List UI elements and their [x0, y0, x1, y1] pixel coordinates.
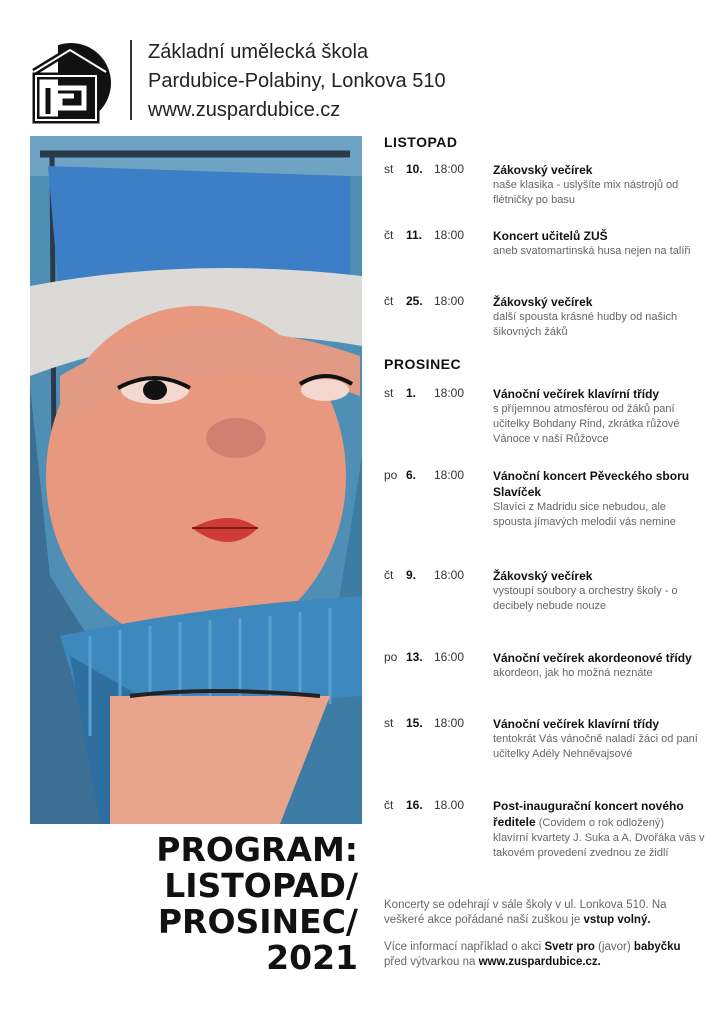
more-info-text-a: Více informací například o akci [384, 941, 545, 953]
event-description: aneb svatomartinská husa nejen na talíři [493, 245, 691, 257]
event-description: klavírní kvartety J. Suka a A. Dvořáka vás v takovém provedení zvednou ze židlí [493, 832, 705, 859]
event-title-note: (Covidem o rok odložený) [535, 817, 665, 829]
event-title: Zákovský večírek [493, 163, 593, 177]
program-title [156, 832, 358, 976]
event-time: 16:00 [434, 650, 465, 664]
event-description: vystoupí soubory a orchestry školy - o decibely nebude nouze [493, 585, 678, 612]
event-day: po [384, 468, 398, 482]
event-title: Vánoční koncert Pěveckého sboru Slavíček [493, 469, 690, 499]
event-date: 25. [406, 294, 423, 308]
more-info-note [384, 940, 704, 970]
event-day: st [384, 716, 394, 730]
child-portrait-painting [30, 136, 362, 824]
more-info-bold-1: Svetr pro [544, 941, 595, 953]
event-description: Slavíci z Madridu sice nebudou, ale spousta jímavých melodií vás nemine [493, 501, 676, 528]
event-time: 18:00 [434, 468, 465, 482]
school-name-line2: Pardubice-Polabiny, Lonkova 510 [148, 70, 446, 92]
event-date: 11. [406, 228, 423, 242]
more-info-text-c: před výtvarkou na [384, 956, 479, 968]
more-info-text-b: (javor) [594, 941, 634, 953]
event-time: 18:00 [434, 716, 465, 730]
event-day: čt [384, 568, 394, 582]
school-name-line1: Základní umělecká škola [148, 41, 369, 63]
venue-note-text: Koncerty se odehrají v sále školy v ul. Lonkova 510. Na veškeré akce pořádané naší zuškou je [384, 899, 667, 926]
event-title: Vánoční večírek klavírní třídy [493, 387, 660, 401]
more-info-bold-2: babyčku [633, 941, 681, 953]
program-title-line1: PROGRAM: [156, 830, 358, 869]
free-entry-text: vstup volný. [583, 914, 651, 926]
school-website[interactable]: www.zuspardubice.cz [148, 99, 341, 121]
school-logo-icon [30, 42, 112, 124]
event-date: 15. [406, 716, 423, 730]
more-info-website-link[interactable]: www.zuspardubice.cz. [478, 956, 601, 968]
event-description: s příjemnou atmosférou od žáků paní učitelky Bohdany Rind, zkrátka růžové Vánoce v naší Růžovce [493, 403, 680, 445]
event-description: další spousta krásné hudby od našich šikovných žáků [493, 311, 678, 338]
event-title [493, 798, 705, 831]
event-day: st [384, 162, 394, 176]
event-day: čt [384, 294, 394, 308]
program-title-line3: PROSINEC/ [157, 902, 358, 941]
event-date: 16. [406, 798, 423, 812]
event-title: Vánoční večírek klavírní třídy [493, 717, 660, 731]
program-title-line4: 2021 [266, 938, 358, 977]
venue-note [384, 898, 704, 928]
school-header [148, 38, 446, 125]
event-time: 18:00 [434, 294, 465, 308]
event-description: naše klasika - uslyšíte mix nástrojů od flétničky po basu [493, 179, 679, 206]
event-day: čt [384, 228, 394, 242]
event-title: Žákovský večírek [493, 569, 593, 583]
event-date: 1. [406, 386, 417, 400]
event-title-main: Post-inaugurační koncert nového ředitele [493, 799, 684, 829]
month-heading-december: PROSINEC [384, 356, 462, 372]
event-title: Žákovský večírek [493, 295, 593, 309]
event-time: 18.00 [434, 798, 465, 812]
program-title-line2: LISTOPAD/ [164, 866, 358, 905]
event-time: 18:00 [434, 568, 465, 582]
event-day: po [384, 650, 398, 664]
event-description: akordeon, jak ho možná neznáte [493, 667, 653, 679]
event-description: tentokrát Vás vánočně naladí žáci od paní učitelky Adély Nehněvajsové [493, 733, 698, 760]
event-date: 9. [406, 568, 417, 582]
event-day: čt [384, 798, 394, 812]
event-title: Koncert učitelů ZUŠ [493, 229, 608, 243]
event-day: st [384, 386, 394, 400]
event-date: 10. [406, 162, 423, 176]
month-heading-november: LISTOPAD [384, 134, 458, 150]
event-time: 18:00 [434, 386, 465, 400]
event-time: 18:00 [434, 162, 465, 176]
event-time: 18:00 [434, 228, 465, 242]
event-title: Vánoční večírek akordeonové třídy [493, 651, 692, 665]
event-date: 6. [406, 468, 417, 482]
event-date: 13. [406, 650, 423, 664]
header-divider [130, 40, 132, 120]
